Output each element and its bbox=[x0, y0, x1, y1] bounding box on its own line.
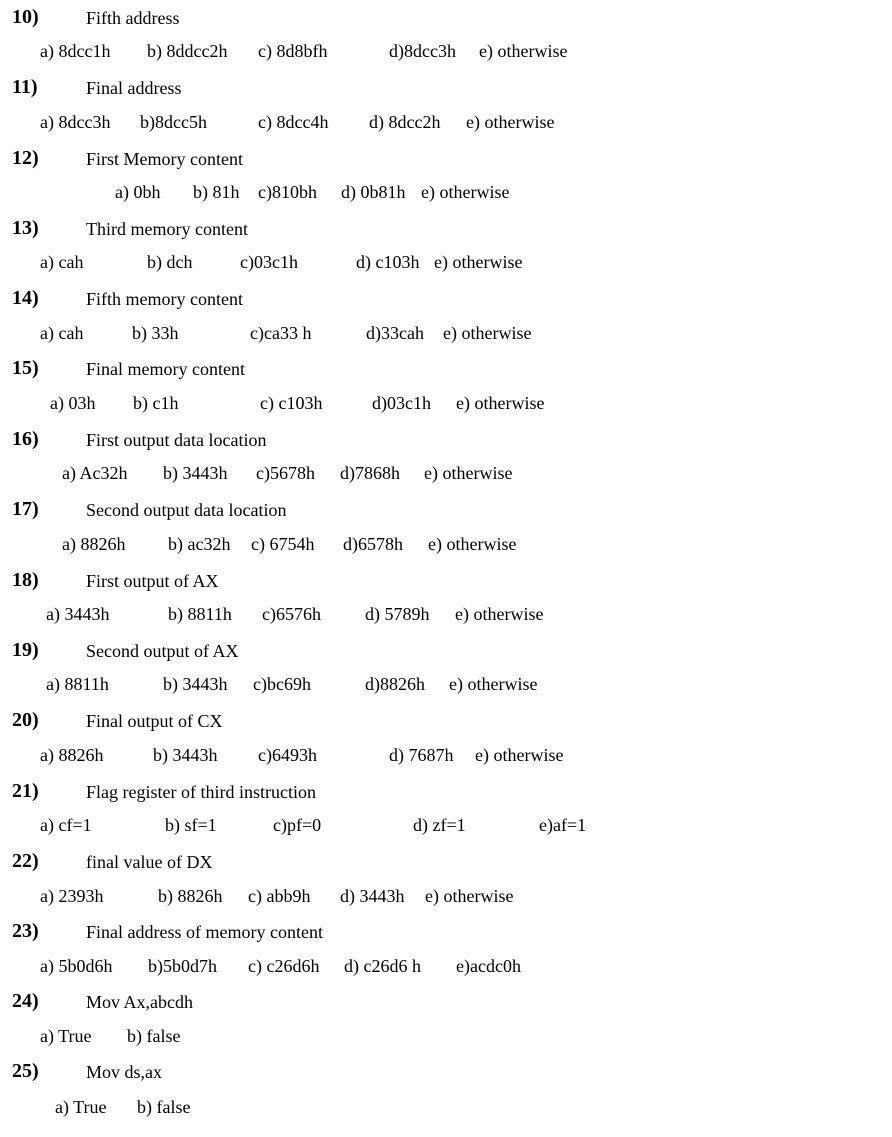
answer-option-d: d)8dcc3h bbox=[389, 41, 456, 61]
answer-option-e: e) otherwise bbox=[455, 604, 544, 624]
answer-option-b: b) 8ddcc2h bbox=[147, 41, 228, 61]
answer-option-d: d)6578h bbox=[343, 534, 403, 554]
answer-option-e: e) otherwise bbox=[479, 41, 568, 61]
question-number: 17) bbox=[12, 498, 39, 520]
answer-option-e: e)acdc0h bbox=[456, 956, 521, 976]
answer-option-a: a) cah bbox=[40, 252, 84, 272]
answer-option-c: c) 6754h bbox=[251, 534, 315, 554]
answer-option-e: e) otherwise bbox=[443, 323, 532, 343]
question-text: Mov ds,ax bbox=[86, 1062, 162, 1082]
answer-option-b: b) dch bbox=[147, 252, 193, 272]
answer-option-a: a) 3443h bbox=[46, 604, 110, 624]
question-text: First output of AX bbox=[86, 571, 219, 591]
answer-option-c: c) c103h bbox=[260, 393, 323, 413]
answer-option-e: e) otherwise bbox=[449, 674, 538, 694]
answer-option-c: c)ca33 h bbox=[250, 323, 312, 343]
answer-option-e: e)af=1 bbox=[539, 815, 587, 835]
question-number: 13) bbox=[12, 217, 39, 239]
answer-option-c: c)6493h bbox=[258, 745, 317, 765]
answer-option-c: c)03c1h bbox=[240, 252, 298, 272]
question-number: 11) bbox=[12, 76, 38, 98]
answer-option-e: e) otherwise bbox=[434, 252, 523, 272]
question-number: 19) bbox=[12, 639, 39, 661]
answer-option-b: b) ac32h bbox=[168, 534, 231, 554]
answer-option-c: c) c26d6h bbox=[248, 956, 320, 976]
answer-option-d: d) 0b81h bbox=[341, 182, 406, 202]
question-number: 21) bbox=[12, 780, 39, 802]
answer-option-b: b) 3443h bbox=[163, 463, 228, 483]
answer-option-b: b) false bbox=[127, 1026, 181, 1046]
question-text: Second output of AX bbox=[86, 641, 239, 661]
answer-option-a: a) 8826h bbox=[62, 534, 126, 554]
question-text: Mov Ax,abcdh bbox=[86, 992, 193, 1012]
answer-option-d: d)03c1h bbox=[372, 393, 431, 413]
question-number: 20) bbox=[12, 709, 39, 731]
answer-option-b: b) false bbox=[137, 1097, 191, 1117]
answer-option-a: a) True bbox=[40, 1026, 92, 1046]
answer-option-b: b)5b0d7h bbox=[148, 956, 217, 976]
answer-option-d: d) 3443h bbox=[340, 886, 405, 906]
answer-option-b: b) 33h bbox=[132, 323, 179, 343]
answer-option-a: a) Ac32h bbox=[62, 463, 128, 483]
answer-option-e: e) otherwise bbox=[475, 745, 564, 765]
answer-option-c: c)bc69h bbox=[253, 674, 311, 694]
answer-option-e: e) otherwise bbox=[428, 534, 517, 554]
answer-option-d: d) c26d6 h bbox=[344, 956, 421, 976]
question-number: 18) bbox=[12, 569, 39, 591]
answer-option-d: d) 7687h bbox=[389, 745, 454, 765]
answer-option-a: a) 8811h bbox=[46, 674, 109, 694]
answer-option-b: b) 8811h bbox=[168, 604, 232, 624]
answer-option-d: d) 8dcc2h bbox=[369, 112, 441, 132]
answer-option-e: e) otherwise bbox=[466, 112, 555, 132]
answer-option-a: a) cah bbox=[40, 323, 84, 343]
answer-option-b: b) sf=1 bbox=[165, 815, 217, 835]
answer-option-a: a) 0bh bbox=[115, 182, 161, 202]
answer-option-c: c) 8dcc4h bbox=[258, 112, 329, 132]
question-number: 12) bbox=[12, 147, 39, 169]
answer-option-c: c)5678h bbox=[256, 463, 315, 483]
answer-option-a: a) 8dcc1h bbox=[40, 41, 111, 61]
answer-option-a: a) 2393h bbox=[40, 886, 104, 906]
answer-option-a: a) 8dcc3h bbox=[40, 112, 111, 132]
answer-option-b: b) 8826h bbox=[158, 886, 223, 906]
answer-option-a: a) True bbox=[55, 1097, 107, 1117]
answer-option-d: d) c103h bbox=[356, 252, 420, 272]
question-text: First output data location bbox=[86, 430, 267, 450]
question-text: Fifth address bbox=[86, 8, 180, 28]
question-number: 15) bbox=[12, 357, 39, 379]
question-text: Fifth memory content bbox=[86, 289, 243, 309]
question-number: 10) bbox=[12, 6, 39, 28]
question-number: 24) bbox=[12, 990, 39, 1012]
question-number: 25) bbox=[12, 1060, 39, 1082]
question-number: 22) bbox=[12, 850, 39, 872]
answer-option-e: e) otherwise bbox=[421, 182, 510, 202]
answer-option-d: d)33cah bbox=[366, 323, 424, 343]
answer-option-e: e) otherwise bbox=[424, 463, 513, 483]
answer-option-d: d) zf=1 bbox=[413, 815, 466, 835]
answer-option-c: c) abb9h bbox=[248, 886, 311, 906]
question-number: 16) bbox=[12, 428, 39, 450]
question-text: Final output of CX bbox=[86, 711, 223, 731]
answer-option-b: b) 81h bbox=[193, 182, 240, 202]
answer-option-c: c) 8d8bfh bbox=[258, 41, 328, 61]
answer-option-b: b) c1h bbox=[133, 393, 179, 413]
question-text: Final address of memory content bbox=[86, 922, 323, 942]
answer-option-a: a) 8826h bbox=[40, 745, 104, 765]
answer-option-b: b)8dcc5h bbox=[140, 112, 207, 132]
question-number: 14) bbox=[12, 287, 39, 309]
answer-option-c: c)6576h bbox=[262, 604, 321, 624]
answer-option-e: e) otherwise bbox=[425, 886, 514, 906]
answer-option-b: b) 3443h bbox=[163, 674, 228, 694]
answer-option-c: c)pf=0 bbox=[273, 815, 322, 835]
question-text: Flag register of third instruction bbox=[86, 782, 316, 802]
question-text: final value of DX bbox=[86, 852, 213, 872]
question-text: Second output data location bbox=[86, 500, 287, 520]
answer-option-e: e) otherwise bbox=[456, 393, 545, 413]
answer-option-d: d)7868h bbox=[340, 463, 400, 483]
question-number: 23) bbox=[12, 920, 39, 942]
answer-option-d: d) 5789h bbox=[365, 604, 430, 624]
question-text: Third memory content bbox=[86, 219, 248, 239]
question-text: Final address bbox=[86, 78, 182, 98]
question-text: First Memory content bbox=[86, 149, 243, 169]
answer-option-d: d)8826h bbox=[365, 674, 425, 694]
answer-option-a: a) 03h bbox=[50, 393, 96, 413]
answer-option-a: a) 5b0d6h bbox=[40, 956, 113, 976]
answer-option-a: a) cf=1 bbox=[40, 815, 92, 835]
question-text: Final memory content bbox=[86, 359, 245, 379]
answer-option-c: c)810bh bbox=[258, 182, 317, 202]
answer-option-b: b) 3443h bbox=[153, 745, 218, 765]
